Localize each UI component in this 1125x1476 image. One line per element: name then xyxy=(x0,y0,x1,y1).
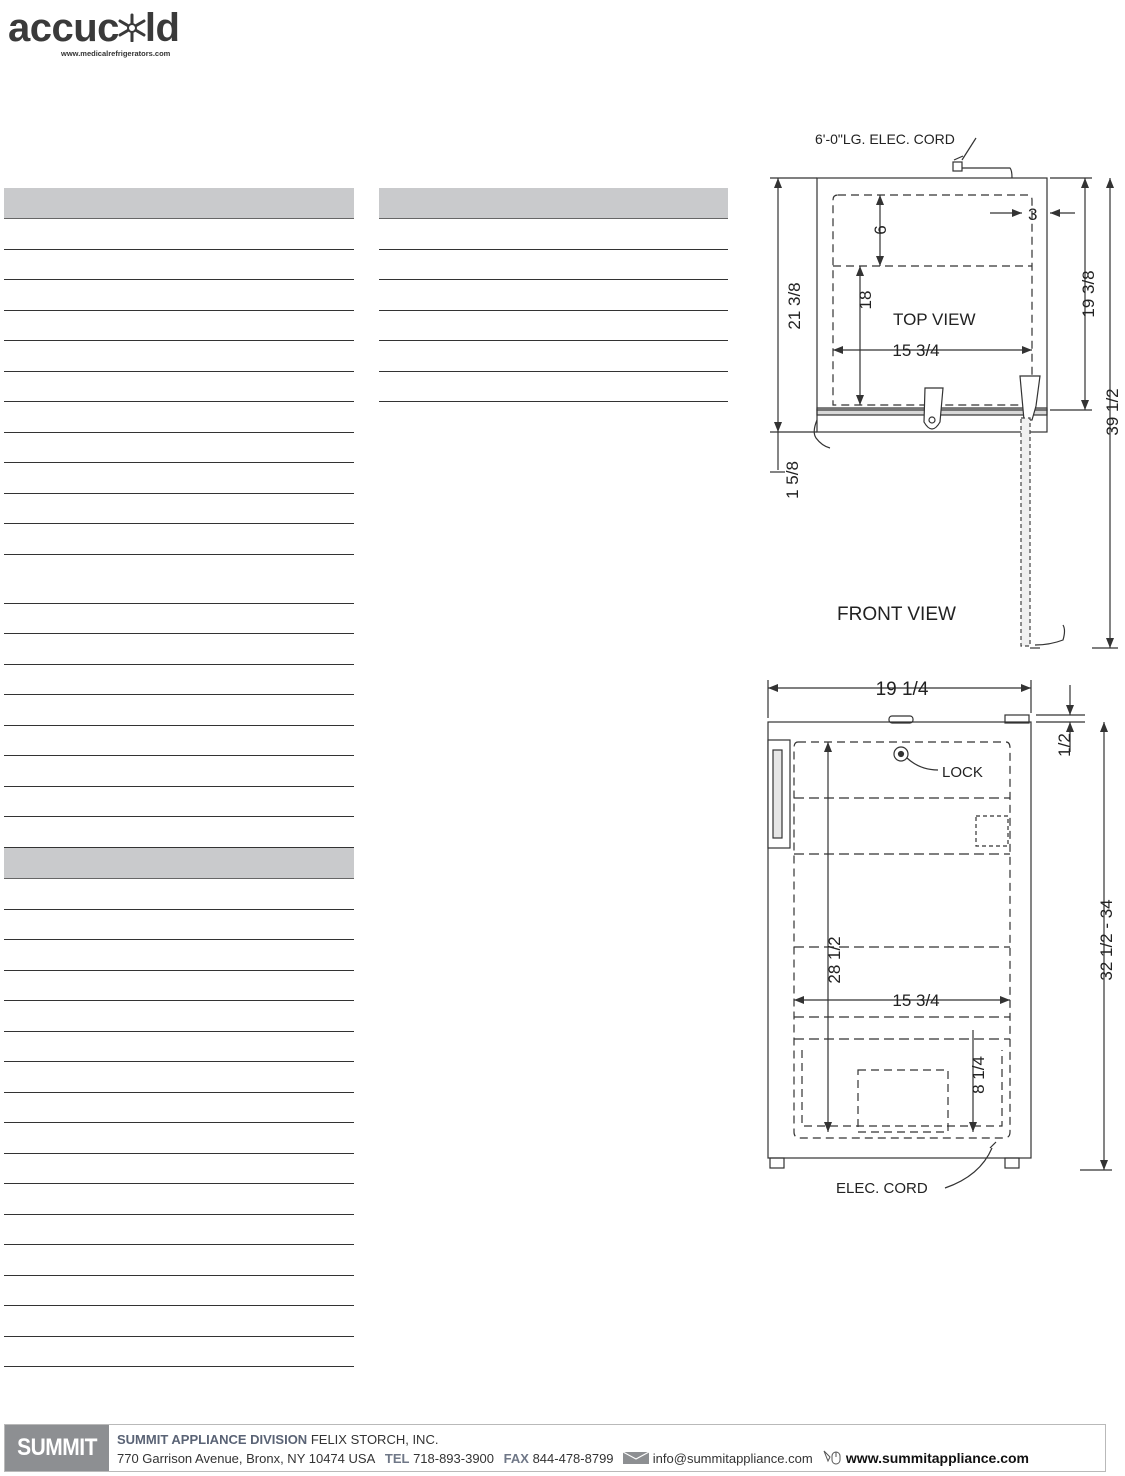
front-view-title: FRONT VIEW xyxy=(837,604,956,625)
table-row xyxy=(4,1062,354,1093)
front-view-cabinet xyxy=(768,722,1031,1158)
table-row xyxy=(4,1215,354,1246)
table-row xyxy=(4,756,354,787)
table-row xyxy=(4,879,354,910)
table-row xyxy=(4,311,354,342)
table-row xyxy=(4,250,354,281)
fax-number: 844-478-8799 xyxy=(532,1451,614,1466)
table-row xyxy=(4,1245,354,1276)
dim-depth-total: 21 3/8 xyxy=(785,282,804,330)
spec-table-right xyxy=(379,188,728,402)
mouse-icon xyxy=(822,1449,842,1465)
table-row xyxy=(4,726,354,757)
address: 770 Garrison Avenue, Bronx, NY 10474 USA xyxy=(117,1451,376,1466)
table-row xyxy=(4,1123,354,1154)
dim-overall-door-open: 39 1/2 xyxy=(1103,388,1122,436)
table-row xyxy=(4,604,354,635)
table-row xyxy=(4,524,354,555)
envelope-icon xyxy=(623,1452,649,1464)
table-row xyxy=(4,433,354,464)
footer xyxy=(4,1424,1106,1472)
spec-table-left-bottom xyxy=(4,848,354,1367)
table-row xyxy=(4,372,354,403)
summit-logo-text: SUMMIT xyxy=(17,1434,97,1461)
dim-side-gap: 3 xyxy=(1028,205,1038,224)
table-row xyxy=(4,280,354,311)
dim-top-offset: 1/2 xyxy=(1055,733,1074,757)
footer-contact-line xyxy=(117,1449,1029,1466)
division-name: SUMMIT APPLIANCE DIVISION xyxy=(117,1432,308,1447)
table-row xyxy=(4,634,354,665)
table-row xyxy=(4,1093,354,1124)
spec-table-left-top xyxy=(4,188,354,848)
table-row xyxy=(379,280,728,311)
dim-width-overall: 19 1/4 xyxy=(875,679,929,700)
tel-label: TEL xyxy=(384,1451,410,1466)
dim-width-inner-top: 15 3/4 xyxy=(892,341,940,360)
table-row xyxy=(4,817,354,848)
dim-door-thickness: 1 5/8 xyxy=(783,461,802,499)
table-row xyxy=(4,463,354,494)
accucold-logo xyxy=(8,8,208,60)
cord-length-label: 6'-0"LG. ELEC. CORD xyxy=(815,131,955,147)
lock-label: LOCK xyxy=(942,764,983,781)
logo-url: www.medicalrefrigerators.com xyxy=(61,49,171,58)
dim-depth-inner: 19 3/8 xyxy=(1079,270,1098,318)
table-row xyxy=(379,341,728,372)
dim-top-gap: 6 xyxy=(871,225,890,235)
table-row xyxy=(4,555,354,604)
dim-width-inner-front: 15 3/4 xyxy=(892,991,940,1010)
table-row xyxy=(379,372,728,403)
dim-drawer-height: 8 1/4 xyxy=(969,1056,988,1094)
logo-text-right: ld xyxy=(144,6,180,50)
dim-height-overall: 32 1/2 - 34 xyxy=(1097,899,1116,981)
table-header xyxy=(379,188,728,219)
company-name: FELIX STORCH, INC. xyxy=(310,1432,439,1447)
table-row xyxy=(4,1276,354,1307)
elec-cord-label: ELEC. CORD xyxy=(836,1180,928,1197)
dim-height-inner: 28 1/2 xyxy=(825,936,844,984)
website-link[interactable]: www.summitappliance.com xyxy=(845,1450,1030,1466)
table-row xyxy=(4,341,354,372)
snowflake-icon xyxy=(118,8,146,42)
top-view-title: TOP VIEW xyxy=(893,310,976,329)
table-row xyxy=(4,787,354,818)
table-row xyxy=(4,1001,354,1032)
table-header xyxy=(4,188,354,219)
logo-text-left: accuc xyxy=(8,6,119,50)
table-row xyxy=(4,910,354,941)
table-row xyxy=(4,1184,354,1215)
table-row xyxy=(4,402,354,433)
footer-company-line xyxy=(117,1432,438,1447)
table-row xyxy=(379,219,728,250)
table-row xyxy=(4,219,354,250)
table-row xyxy=(4,1154,354,1185)
email-link[interactable]: info@summitappliance.com xyxy=(652,1451,813,1466)
table-row xyxy=(4,1032,354,1063)
table-row xyxy=(379,311,728,342)
table-row xyxy=(4,1337,354,1368)
table-row xyxy=(4,665,354,696)
fax-label: FAX xyxy=(503,1451,529,1466)
table-row xyxy=(4,494,354,525)
summit-logo xyxy=(5,1425,109,1471)
table-row xyxy=(379,250,728,281)
table-row xyxy=(4,940,354,971)
table-header xyxy=(4,848,354,879)
table-row xyxy=(4,971,354,1002)
table-row xyxy=(4,1306,354,1337)
table-row xyxy=(4,695,354,726)
dimension-drawing xyxy=(740,120,1125,1200)
tel-number: 718-893-3900 xyxy=(413,1451,495,1466)
dim-shelf-depth: 18 xyxy=(856,290,875,310)
